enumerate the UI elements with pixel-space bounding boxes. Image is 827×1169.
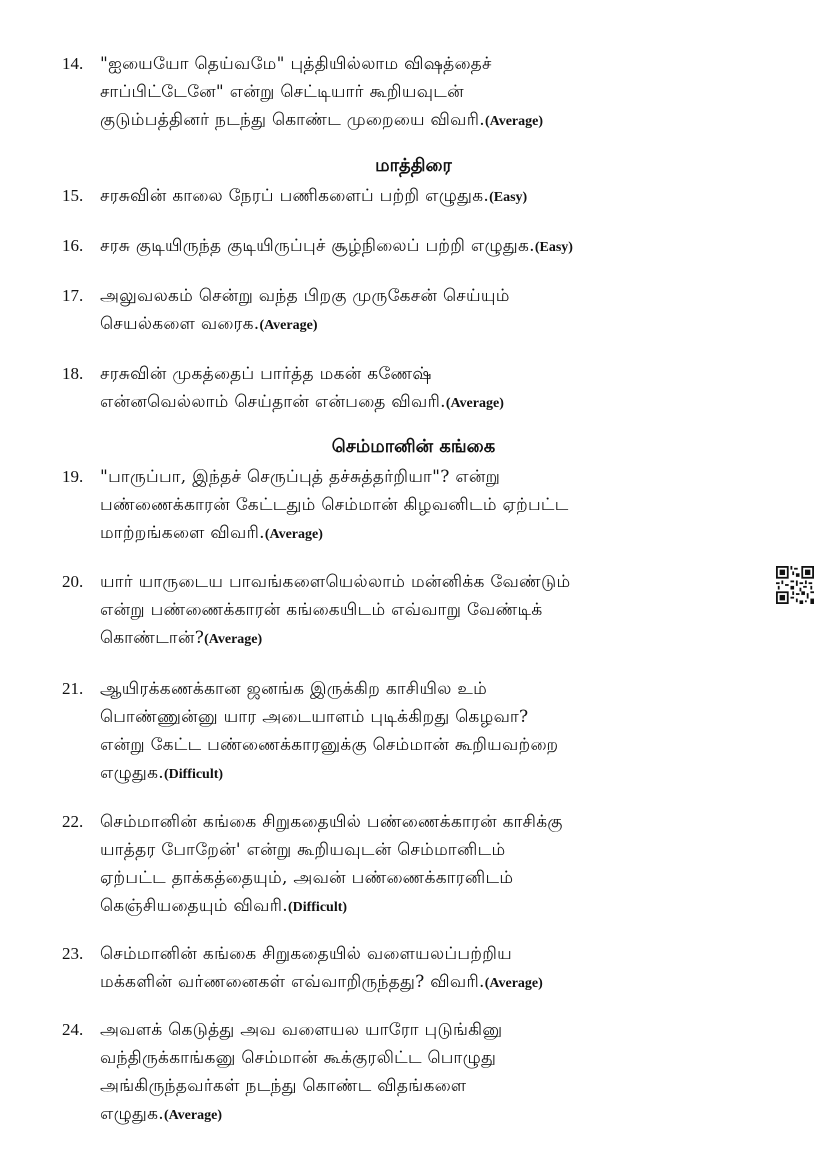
question-number: 17. [62, 286, 84, 305]
question-line: யார் யாருடைய பாவங்களையெல்லாம் மன்னிக்க வேண்டும் [100, 572, 571, 592]
question-line: செம்மானின் கங்கை சிறுகதையில் வளையலப்பற்றிய [100, 944, 513, 964]
question-number: 16. [62, 236, 84, 255]
question-line: எழுதுக. [100, 763, 164, 783]
question-number: 14. [62, 54, 84, 73]
question-line: குடும்பத்தினர் நடந்து கொண்ட முறையை விவரி. [100, 110, 485, 130]
question-line: பொண்ணுன்னு யார அடையாளம் புடிக்கிறது கெழவா? [100, 707, 529, 727]
difficulty-label: (Average) [484, 976, 543, 991]
question-number: 15. [62, 186, 84, 205]
question-line: அலுவலகம் சென்று வந்த பிறகு முருகேசன் செய்யும் [100, 286, 510, 306]
question-line: எழுதுக. [100, 1104, 164, 1124]
difficulty-label: (Average) [445, 396, 504, 411]
question-line: மக்களின் வர்ணனைகள் எவ்வாறிருந்தது? விவரி. [100, 972, 485, 992]
question-line: பண்ணைக்காரன் கேட்டதும் செம்மான் கிழவனிடம் ஏற்பட்ட [100, 495, 569, 515]
question-line: கெஞ்சியதையும் விவரி. [100, 896, 288, 916]
question-number: 22. [62, 812, 84, 831]
difficulty-label: (Difficult) [163, 767, 224, 782]
difficulty-label: (Easy) [534, 240, 573, 255]
question-line: என்று கேட்ட பண்ணைக்காரனுக்கு செம்மான் கூறியவற்றை [100, 735, 559, 755]
question-line: சரசுவின் காலை நேரப் பணிகளைப் பற்றி எழுதுக. [100, 186, 490, 206]
question-line: அங்கிருந்தவர்கள் நடந்து கொண்ட விதங்களை [100, 1076, 467, 1096]
question-line: அவளக் கெடுத்து அவ வளையல யாரோ புடுங்கினு [100, 1020, 503, 1040]
question-line: என்னவெல்லாம் செய்தான் என்பதை விவரி. [100, 392, 446, 412]
qr-code-icon[interactable] [776, 566, 814, 604]
difficulty-label: (Easy) [489, 190, 528, 205]
difficulty-label: (Average) [264, 527, 323, 542]
question-line: சரசுவின் முகத்தைப் பார்த்த மகன் கணேஷ் [100, 364, 432, 384]
question-line: சாப்பிட்டேனே" என்று செட்டியார் கூறியவுடன் [100, 82, 464, 102]
question-line: "பாருப்பா, இந்தச் செருப்புத் தச்சுத்தர்றியா"? என்று [100, 467, 501, 487]
question-line: செம்மானின் கங்கை சிறுகதையில் பண்ணைக்காரன் காசிக்கு [100, 812, 563, 832]
question-line: ஆயிரக்கணக்கான ஜனங்க இருக்கிற காசியில உம் [100, 679, 488, 699]
question-line: செயல்களை வரைக. [100, 314, 260, 334]
question-number: 20. [62, 572, 84, 591]
question-line: ஏற்பட்ட தாக்கத்தையும், அவன் பண்ணைக்காரனிடம் [100, 868, 514, 888]
question-number: 23. [62, 944, 84, 963]
question-line: யாத்தர போறேன்' என்று கூறியவுடன் செம்மானிடம் [100, 840, 506, 860]
difficulty-label: (Average) [484, 114, 544, 129]
section-heading-mathirai: மாத்திரை [375, 155, 452, 176]
difficulty-label: (Average) [204, 632, 263, 647]
question-number: 21. [62, 679, 84, 698]
question-line: கொண்டான்? [100, 628, 205, 648]
difficulty-label: (Average) [259, 318, 318, 333]
difficulty-label: (Average) [163, 1108, 222, 1123]
question-line: "ஐயையோ தெய்வமே" புத்தியில்லாம விஷத்தைச் [100, 54, 492, 74]
question-number: 18. [62, 364, 84, 383]
difficulty-label: (Difficult) [287, 900, 348, 915]
question-number: 19. [62, 467, 84, 486]
question-line: வந்திருக்காங்கனு செம்மான் கூக்குரலிட்ட பொழுது [100, 1048, 497, 1068]
question-line: மாற்றங்களை விவரி. [100, 523, 265, 543]
question-number: 24. [62, 1020, 84, 1039]
question-line: சரசு குடியிருந்த குடியிருப்புச் சூழ்நிலைப் பற்றி எழுதுக. [100, 236, 535, 256]
question-line: என்று பண்ணைக்காரன் கங்கையிடம் எவ்வாறு வேண்டிக் [100, 600, 543, 620]
section-heading-sembaan: செம்மானின் கங்கை [331, 436, 496, 457]
